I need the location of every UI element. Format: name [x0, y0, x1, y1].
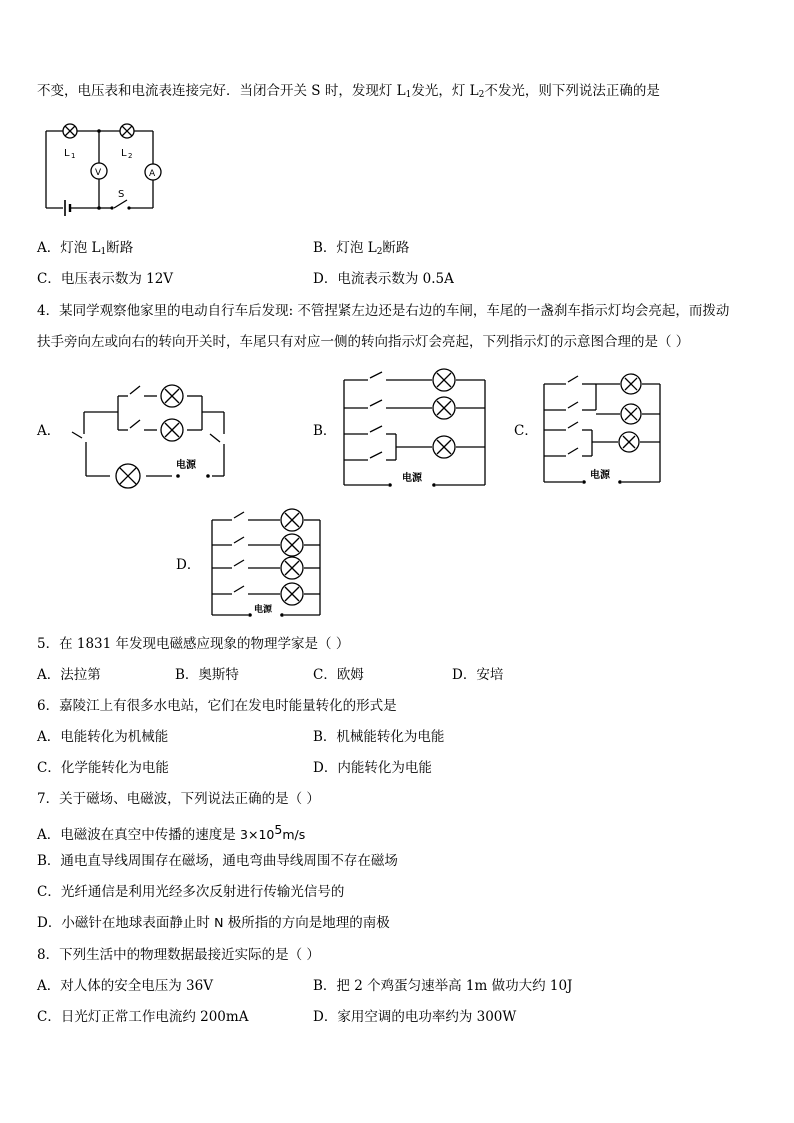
power-source-label-c: 电源: [590, 470, 610, 481]
v-label: V: [95, 168, 102, 178]
q4-label-d: D．: [176, 557, 201, 573]
q5-option-d: D．安培: [452, 667, 504, 683]
q8-option-a: A．对人体的安全电压为 36V: [37, 978, 213, 994]
q6-stem: 6．嘉陵江上有很多水电站，它们在发电时能量转化的形式是: [37, 698, 397, 714]
q6-option-b: B．机械能转化为电能: [313, 729, 445, 745]
q7-stem: 7．关于磁场、电磁波，下列说法正确的是（ ）: [37, 791, 320, 807]
power-source-label-d: 电源: [254, 605, 273, 615]
q5-stem: 5．在 1831 年发现电磁感应现象的物理学家是（ ）: [37, 636, 350, 652]
q8-option-d: D．家用空调的电功率约为 300W: [313, 1009, 517, 1025]
q7-option-a: A．电磁波在真空中传播的速度是 3×105m/s: [37, 822, 306, 843]
power-source-label-a: 电源: [176, 460, 196, 471]
q6-option-d: D．内能转化为电能: [313, 760, 432, 776]
q8-option-c: C．日光灯正常工作电流约 200mA: [37, 1009, 249, 1025]
q3-option-a: A．灯泡 $L_1$断路: [37, 240, 134, 257]
q4-label-a: A．: [37, 423, 61, 439]
q4-diagram-b: [340, 370, 500, 494]
s-label: S: [118, 189, 125, 200]
q4-diagram-c: [540, 374, 670, 490]
q4-diagram-a: [62, 376, 242, 486]
q4-label-c: C．: [514, 423, 538, 439]
q3-option-b: B．灯泡 $L_2$断路: [313, 240, 410, 257]
q5-option-a: A．法拉第: [37, 667, 101, 683]
q4-stem-line1: 4．某同学观察他家里的电动自行车后发现: 不管捏紧左边还是右边的车闸，车尾的一盏刹车指示灯均会亮起，而拨动: [37, 303, 730, 319]
q6-option-c: C．化学能转化为电能: [37, 760, 169, 776]
q3-circuit-diagram: [40, 120, 170, 220]
power-source-label-b: 电源: [402, 473, 422, 484]
q3-option-c: C．电压表示数为 12V: [37, 271, 174, 287]
l2-label: L: [121, 148, 127, 159]
q3-stem: 不变，电压表和电流表连接完好．当闭合开关 S 时，发现灯 $L_1$发光，灯 $L_2$不发光，则下列说法正确的是: [37, 83, 660, 100]
q5-option-c: C．欧姆: [313, 667, 364, 683]
q4-stem-line2: 扶手旁向左或向右的转向开关时，车尾只有对应一侧的转向指示灯会亮起，下列指示灯的示意图合理的是（ ）: [37, 334, 690, 350]
q4-diagram-d: [208, 510, 328, 622]
l1-label: L: [64, 148, 70, 159]
q8-option-b: B．把 2 个鸡蛋匀速举高 1m 做功大约 10J: [313, 978, 573, 994]
q3-option-d: D．电流表示数为 0.5A: [313, 271, 454, 287]
q7-option-b: B．通电直导线周围存在磁场，通电弯曲导线周围不存在磁场: [37, 853, 398, 869]
a-label: A: [149, 169, 156, 179]
q5-option-b: B．奥斯特: [175, 667, 239, 683]
q4-label-b: B．: [313, 423, 337, 439]
q8-stem: 8．下列生活中的物理数据最接近实际的是（ ）: [37, 947, 320, 963]
svg-text:1: 1: [71, 152, 76, 160]
q7-option-d: D．小磁针在地球表面静止时 N 极所指的方向是地理的南极: [37, 915, 390, 931]
q7-option-c: C．光纤通信是利用光经多次反射进行传输光信号的: [37, 884, 345, 900]
svg-text:2: 2: [128, 152, 133, 160]
q6-option-a: A．电能转化为机械能: [37, 729, 169, 745]
